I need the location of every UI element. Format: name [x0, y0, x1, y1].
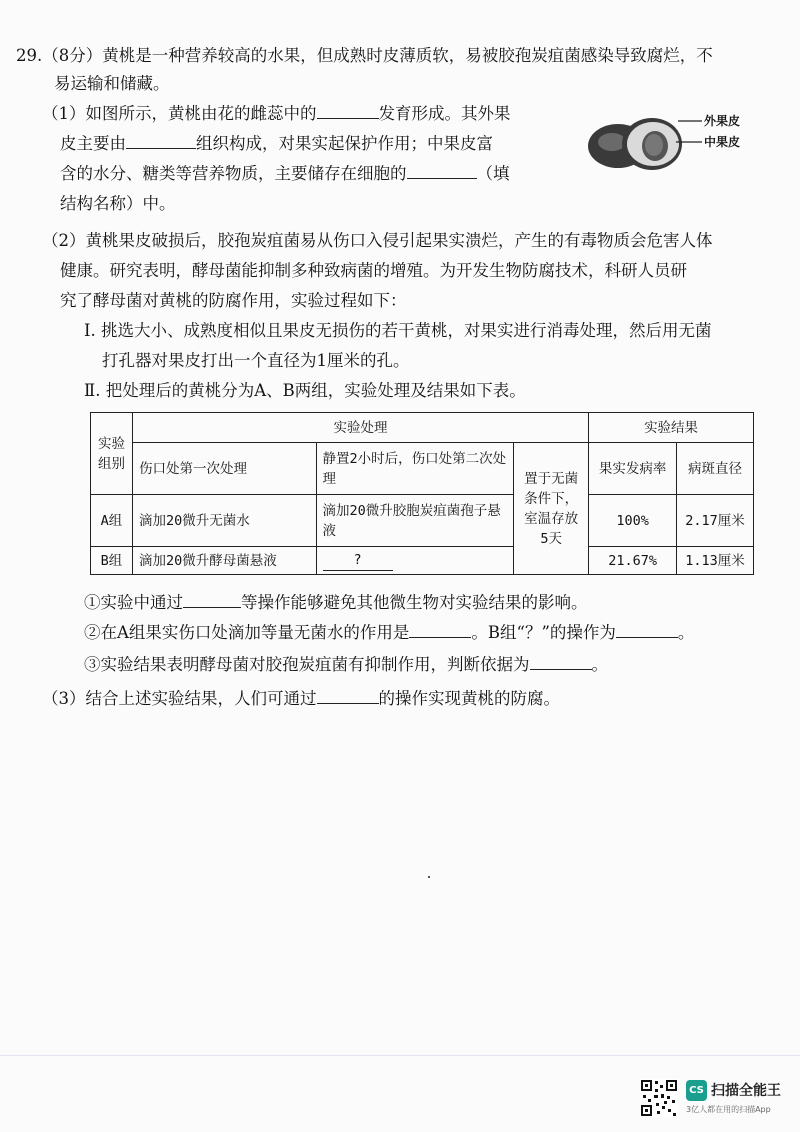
answer-blank[interactable] [183, 593, 241, 608]
result-header: 实验结果 [589, 413, 754, 443]
part1-text: 组织构成，对果实起保护作用；中果皮富 [196, 134, 493, 153]
answer-blank[interactable] [409, 623, 471, 638]
answer-blank[interactable] [530, 655, 592, 670]
subq-text: ②在A组果实伤口处滴加等量无菌水的作用是 [84, 623, 410, 642]
subq-text: 。B组“？”的操作为 [471, 623, 616, 642]
group-cell: B组 [91, 547, 133, 575]
lesion-cell: 2.17厘米 [677, 495, 754, 547]
speck [428, 876, 430, 878]
first-treatment-cell: 滴加20微升酵母菌悬液 [132, 547, 316, 575]
question-line-2: 易运输和储藏。 [54, 74, 170, 93]
part3-text: 的操作实现黄桃的防腐。 [378, 689, 560, 708]
part2-line-2: 健康。研究表明，酵母菌能抑制多种致病菌的增殖。为开发生物防腐技术，科研人员研 [60, 261, 687, 280]
table-row [91, 547, 754, 575]
peach-figure [586, 108, 756, 178]
part2-line-3: 究了酵母菌对黄桃的防腐作用，实验过程如下： [60, 291, 407, 310]
part1-text: （1）如图所示，黄桃由花的雌蕊中的 [42, 104, 317, 123]
treatment-header: 实验处理 [132, 413, 588, 443]
answer-blank[interactable] [317, 104, 379, 119]
second-treatment-header: 静置2小时后，伤口处第二次处理 [316, 443, 514, 495]
subq-text: 等操作能够避免其他微生物对实验结果的影响。 [241, 593, 588, 612]
answer-blank[interactable] [407, 164, 477, 179]
subquestion-2 [84, 622, 694, 644]
footer-divider [0, 1055, 800, 1056]
second-treatment-cell: 滴加20微升胶胞炭疽菌孢子悬液 [316, 495, 514, 547]
group-cell: A组 [91, 495, 133, 547]
table-row [91, 495, 754, 547]
first-treatment-header: 伤口处第一次处理 [132, 443, 316, 495]
part1-text: 发育形成。其外果 [378, 104, 511, 123]
part1-line-4: 结构名称）中。 [60, 194, 176, 213]
subq-text: ③实验结果表明酵母菌对胶孢炭疽菌有抑制作用，判断依据为 [84, 655, 530, 674]
step-1-line-1: Ⅰ. 挑选大小、成熟度相似且果皮无损伤的若干黄桃，对果实进行消毒处理，然后用无菌 [84, 321, 712, 340]
subq-text: 。 [677, 623, 695, 642]
part1-text: （填 [476, 164, 510, 183]
table-subheader-row [91, 443, 754, 495]
step-2-line: Ⅱ. 把处理后的黄桃分为A、B两组，实验处理及结果如下表。 [84, 381, 526, 400]
part2-line-1: （2）黄桃果皮破损后，胶孢炭疽菌易从伤口入侵引起果实溃烂，产生的有毒物质会危害人体 [42, 231, 713, 250]
camscanner-logo-icon: CS [686, 1080, 707, 1101]
table-header-row [91, 413, 754, 443]
storage-condition: 置于无菌条件下，室温存放5天 [514, 443, 589, 575]
experiment-table [90, 412, 754, 575]
group-header: 实验组别 [91, 413, 133, 495]
camscanner-subtitle: 3亿人都在用的扫描App [686, 1105, 771, 1114]
first-treatment-cell: 滴加20微升无菌水 [132, 495, 316, 547]
incidence-header: 果实发病率 [589, 443, 677, 495]
lesion-header: 病斑直径 [677, 443, 754, 495]
subq-text: ①实验中通过 [84, 593, 183, 612]
subquestion-1 [84, 592, 588, 614]
lesion-cell: 1.13厘米 [677, 547, 754, 575]
unknown-operation-blank[interactable]: ? [323, 550, 393, 571]
subquestion-3 [84, 654, 608, 676]
middle-peel-label: 中果皮 [704, 135, 741, 149]
second-treatment-cell[interactable] [316, 547, 514, 575]
camscanner-title: 扫描全能王 [711, 1083, 781, 1099]
part1-line-1 [42, 103, 511, 125]
answer-blank[interactable] [616, 623, 678, 638]
part1-text: 含的水分、糖类等营养物质，主要储存在细胞的 [60, 164, 407, 183]
answer-blank[interactable] [126, 134, 196, 149]
qr-code-icon [640, 1079, 678, 1117]
part3-line [42, 688, 560, 710]
part1-line-3 [60, 163, 510, 185]
part1-line-2 [60, 133, 493, 155]
answer-blank[interactable] [317, 689, 379, 704]
question-line-1: 29.（8分）黄桃是一种营养较高的水果，但成熟时皮薄质软，易被胶孢炭疽菌感染导致腐烂，不 [16, 46, 713, 65]
part1-text: 皮主要由 [60, 134, 126, 153]
incidence-cell: 21.67% [589, 547, 677, 575]
outer-peel-label: 外果皮 [704, 114, 741, 128]
incidence-cell: 100% [589, 495, 677, 547]
part3-text: （3）结合上述实验结果，人们可通过 [42, 689, 317, 708]
subq-text: 。 [591, 655, 608, 674]
step-1-line-2: 打孔器对果皮打出一个直径为1厘米的孔。 [102, 351, 410, 370]
